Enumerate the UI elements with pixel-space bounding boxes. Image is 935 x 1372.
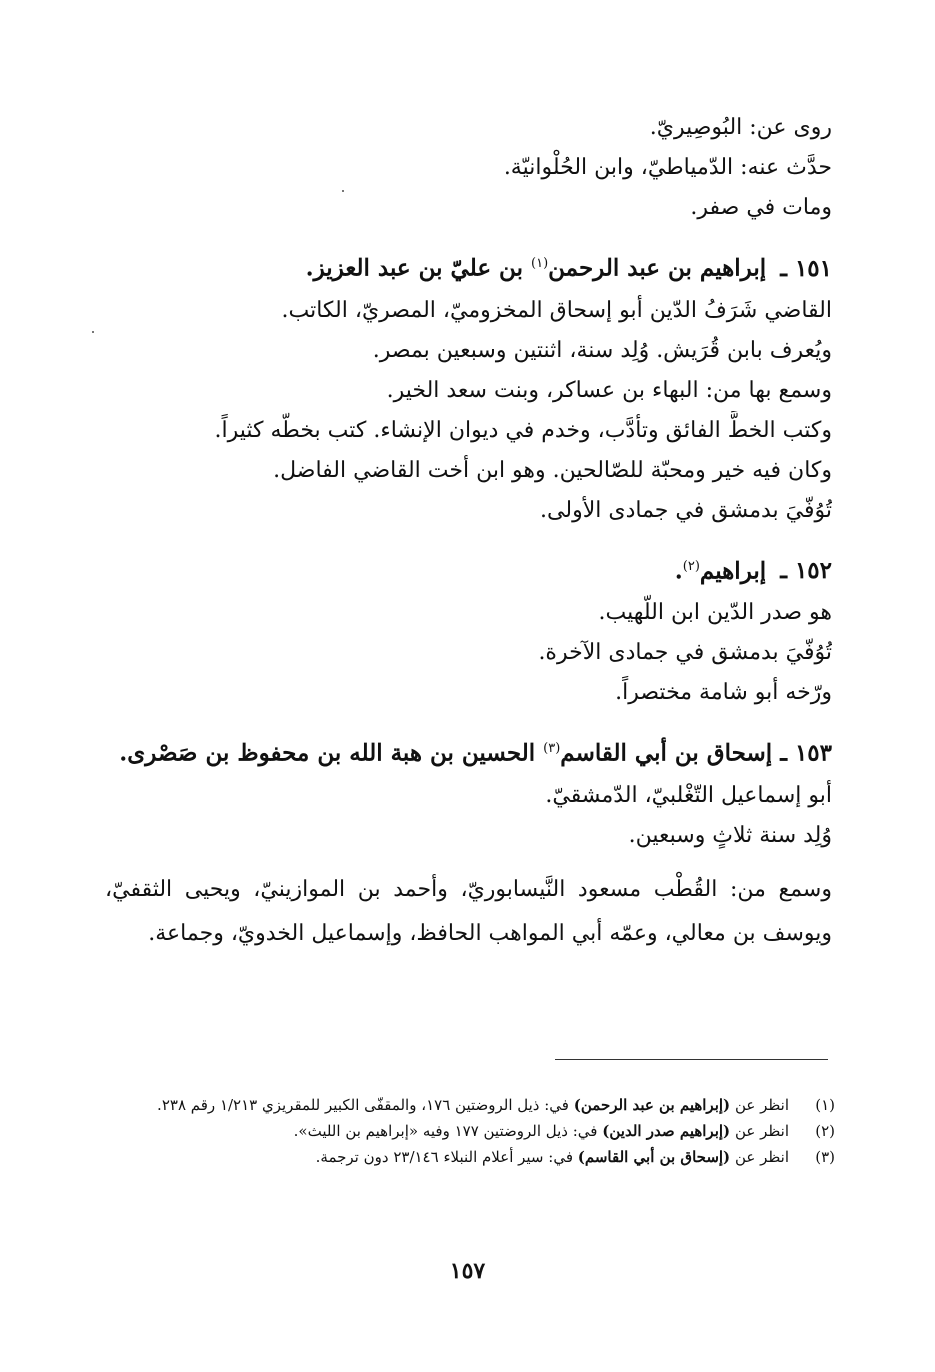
entry-number: ١٥٢ ـ [780, 557, 832, 585]
intro-line: روى عن: البُوصِيريّ. [649, 115, 832, 140]
footnote-divider [555, 1059, 828, 1060]
footnotes [105, 1092, 835, 1170]
entry-name-rest: . [674, 557, 683, 585]
entry-line: وسمع بها من: البهاء بن عساكر، وبنت سعد الخير. [386, 377, 832, 403]
entry-line: تُوُفّيَ بدمشق في جمادى الآخرة. [538, 640, 832, 666]
footnote-lead: انظر عن [734, 1148, 789, 1166]
footnote-source: في: سير أعلام النبلاء ٢٣/١٤٦ دون ترجمة. [315, 1148, 573, 1166]
footnote-reference: (٢) [682, 558, 700, 574]
entry-line: القاضي شَرَفُ الدّين أبو إسحاق المخزوميّ، المصريّ، الكاتب. [281, 297, 832, 323]
entry-number: ١٥٣ ـ [780, 739, 832, 767]
entry-paragraph: وسمع من: القُطْب مسعود النَّيسابوريّ، وأحمد بن الموازينيّ، ويحيى الثقفيّ، ويوسف بن معالي، وعمّه أبي المواهب الحافظ، وإسماعيل الخدويّ، وجماعة. [105, 876, 832, 946]
footnote-lead: انظر عن [734, 1122, 789, 1140]
entry-heading-152 [105, 545, 832, 594]
entry-line: ويُعرف بابن قُرَيش. وُلِد سنة، اثنتين وسبعين بمصر. [372, 337, 832, 363]
entry-name-rest: بن عليّ بن عبد العزيز. [305, 254, 523, 282]
intro-line: ومات في صفر. [690, 195, 832, 220]
footnote-mark: (٢) [815, 1122, 835, 1140]
footnote-mark: (٣) [815, 1148, 835, 1166]
footnote-source: في: ذيل الروضتين ١٧٧ وفيه «إبراهيم بن الليث». [293, 1122, 598, 1140]
footnote-reference: (٣) [543, 741, 561, 757]
footnote-subject: (إبراهيم صدر الدين) [602, 1122, 731, 1140]
footnote [105, 1092, 835, 1118]
footnote-mark: (١) [815, 1096, 835, 1114]
footnote-text [105, 1118, 789, 1144]
entry-line: وكان فيه خير ومحبّة للصّالحين. وهو ابن أخت القاضي الفاضل. [273, 457, 832, 483]
entry-name: إبراهيم بن عبد الرحمن [548, 254, 767, 282]
page-body [105, 108, 832, 956]
scan-speck [92, 331, 94, 333]
footnote [105, 1118, 835, 1144]
entry-line: أبو إسماعيل التّغْلبيّ، الدّمشقيّ. [545, 782, 832, 808]
entry-number: ١٥١ ـ [780, 254, 832, 282]
entry-heading-151 [105, 242, 832, 291]
footnote-source: في: ذيل الروضتين ١٧٦، والمقفّى الكبير للمقريزي ١/٢١٣ رقم ٢٣٨. [157, 1096, 569, 1114]
footnote-text [105, 1092, 789, 1118]
entry-line: ورّخه أبو شامة مختصراً. [615, 680, 832, 706]
entry-name-rest: الحسين بن هبة الله بن محفوظ بن صَصْرى. [119, 739, 536, 767]
page-number: ١٥٧ [449, 1258, 486, 1284]
footnote-subject: (إسحاق بن أبي القاسم) [577, 1148, 731, 1166]
entry-line: وكتب الخطَّ الفائق وتأدَّب، وخدم في ديوان الإنشاء. كتب بخطّه كثيراً. [214, 417, 832, 443]
entry-heading-153 [105, 727, 832, 776]
entry-name: إبراهيم [699, 557, 767, 585]
footnote [105, 1144, 835, 1170]
footnote-text [105, 1144, 789, 1170]
footnote-lead: انظر عن [734, 1096, 789, 1114]
footnote-reference: (١) [531, 256, 549, 271]
entry-name: إسحاق بن أبي القاسم [560, 739, 773, 767]
entry-line: تُوُفّيَ بدمشق في جمادى الأولى. [540, 497, 832, 523]
entry-line: وُلِد سنة ثلاثٍ وسبعين. [628, 822, 832, 848]
footnote-subject: (إبراهيم بن عبد الرحمن) [573, 1096, 731, 1114]
entry-line: هو صدر الدّين ابن اللّهيب. [598, 600, 832, 626]
scan-speck [342, 190, 344, 192]
intro-line: حدَّث عنه: الدّمياطيّ، وابن الحُلْوانيّة. [503, 155, 832, 180]
